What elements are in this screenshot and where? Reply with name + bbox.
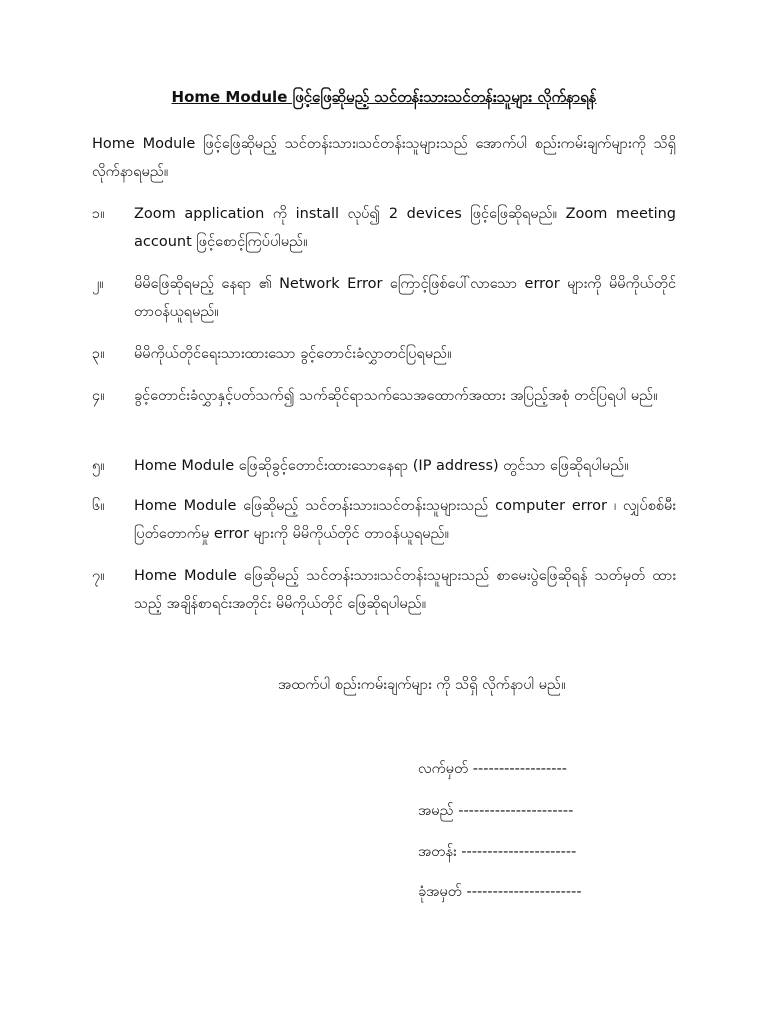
rule-number: ၂။ [92, 276, 104, 292]
rule-text: မိမိဖြေဆိုရမည့် နေရာ ၏ Network Error ကြောင့်ဖြစ်ပေါ်လာသော error များကို မိမိကိုယ်တိုင် တာဝန်ယူရမည်။ [134, 276, 676, 320]
seat-number-line: ခုံအမှတ် ---------------------- [418, 884, 582, 900]
rule-number: ၄။ [92, 388, 105, 404]
rule-item-1 [92, 200, 676, 256]
name-line: အမည် ---------------------- [418, 803, 574, 819]
intro-paragraph: Home Module ဖြင့်ဖြေဆိုမည့် သင်တန်းသား၊သင်တန်းသူများသည် အောက်ပါ စည်းကမ်းချက်များကို သိရှိ လိုက်နာရမည်။ [92, 136, 676, 180]
rule-item-4 [92, 382, 676, 410]
rule-text: ခွင့်တောင်းခံလွှာနှင့်ပတ်သက်၍ သက်ဆိုင်ရာသက်သေအထောက်အထား အပြည့်အစုံ တင်ပြရပါ မည်။ [134, 388, 658, 404]
rule-item-3 [92, 340, 676, 368]
rule-text: Zoom application ကို install လုပ်၍ 2 devices ဖြင့်ဖြေဆိုရမည်။ Zoom meeting account ဖြင့်စောင့်ကြပ်ပါမည်။ [134, 206, 676, 250]
rule-text: မိမိကိုယ်တိုင်ရေးသားထားသော ခွင့်တောင်းခံလွှာတင်ပြရမည်။ [134, 346, 452, 362]
closing-statement: အထက်ပါ စည်းကမ်းချက်များ ကို သိရှိ လိုက်နာပါ မည်။ [278, 677, 566, 693]
rule-number: ၁။ [92, 206, 105, 222]
class-line: အတန်း ---------------------- [418, 844, 577, 860]
rule-number: ၅။ [92, 458, 105, 474]
rule-text: Home Module ဖြေဆိုမည့် သင်တန်းသား၊သင်တန်းသူများသည် computer error ၊ လျှပ်စစ်မီး ပြတ်တောက်မှု error များကို မိမိကိုယ်တိုင် တာဝန်ယူရမည်။ [134, 498, 676, 542]
rule-text: Home Module ဖြေဆိုခွင့်တောင်းထားသောနေရာ (IP address) တွင်သာ ဖြေဆိုရပါမည်။ [134, 458, 629, 474]
rule-item-7 [92, 562, 676, 618]
rule-item-2 [92, 270, 676, 326]
rule-item-6 [92, 492, 676, 548]
rule-number: ၇။ [92, 568, 105, 584]
rule-number: ၆။ [92, 498, 105, 514]
rule-item-5 [92, 452, 676, 480]
page-title: Home Module ဖြင့်ဖြေဆိုမည့် သင်တန်းသားသင်တန်းသူများ လိုက်နာရန် [171, 88, 597, 106]
signature-line: လက်မှတ် ------------------ [418, 761, 567, 777]
rule-text: Home Module ဖြေဆိုမည့် သင်တန်းသား၊သင်တန်းသူများသည် စာမေးပွဲဖြေဆိုရန် သတ်မှတ် ထားသည့် အချိန်စာရင်းအတိုင်း မိမိကိုယ်တိုင် ဖြေဆိုရပါမည်။ [134, 568, 676, 612]
rule-number: ၃။ [92, 346, 105, 362]
